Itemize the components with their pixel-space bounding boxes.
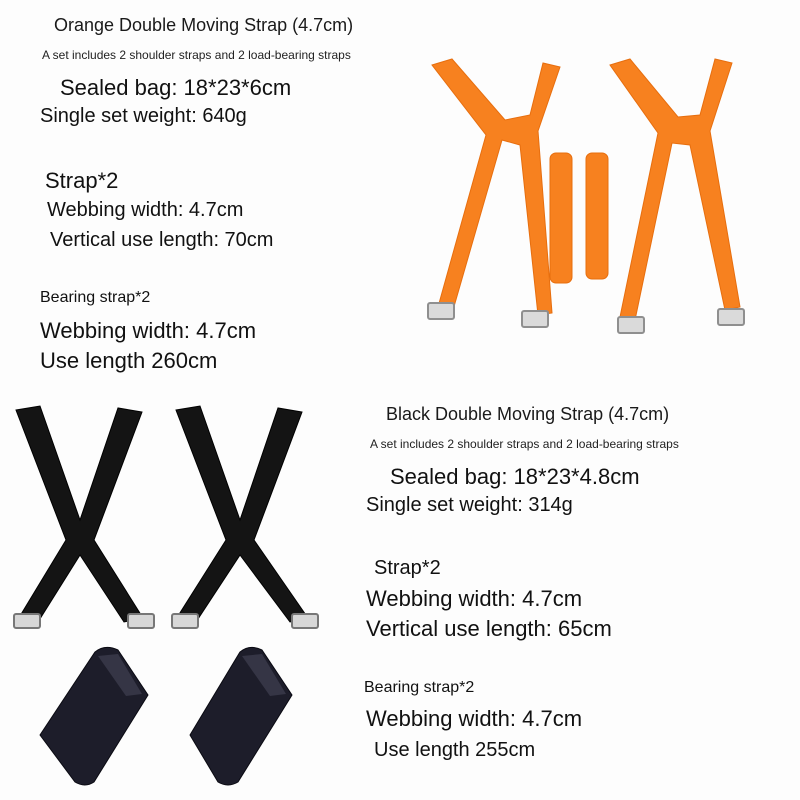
black-bearing-width: Webbing width: 4.7cm	[366, 706, 583, 731]
black-strap-heading: Strap*2	[374, 557, 441, 579]
black-title: Black Double Moving Strap (4.7cm)	[386, 404, 670, 424]
black-weight: Single set weight: 314g	[366, 494, 573, 516]
orange-weight: Single set weight: 640g	[40, 105, 247, 127]
black-shoulder-straps-image	[8, 400, 328, 640]
orange-straps-image	[410, 45, 770, 345]
black-set-note: A set includes 2 shoulder straps and 2 load-bearing straps	[370, 437, 679, 451]
orange-sealed-bag: Sealed bag: 18*23*6cm	[60, 75, 292, 100]
orange-bearing-length: Use length 260cm	[40, 348, 218, 373]
black-sealed-bag: Sealed bag: 18*23*4.8cm	[390, 464, 640, 489]
black-bearing-length: Use length 255cm	[374, 739, 536, 761]
black-bearing-straps-image	[30, 640, 300, 790]
orange-title: Orange Double Moving Strap (4.7cm)	[54, 15, 354, 35]
black-strap-width: Webbing width: 4.7cm	[366, 586, 583, 611]
black-strap-length: Vertical use length: 65cm	[366, 616, 612, 641]
orange-strap-length: Vertical use length: 70cm	[50, 229, 274, 251]
black-bearing-heading: Bearing strap*2	[364, 679, 475, 696]
orange-bearing-width: Webbing width: 4.7cm	[40, 318, 257, 343]
orange-set-note: A set includes 2 shoulder straps and 2 load-bearing straps	[42, 48, 351, 62]
orange-strap-heading: Strap*2	[45, 168, 119, 193]
orange-bearing-heading: Bearing strap*2	[40, 289, 151, 306]
orange-strap-width: Webbing width: 4.7cm	[47, 199, 244, 221]
